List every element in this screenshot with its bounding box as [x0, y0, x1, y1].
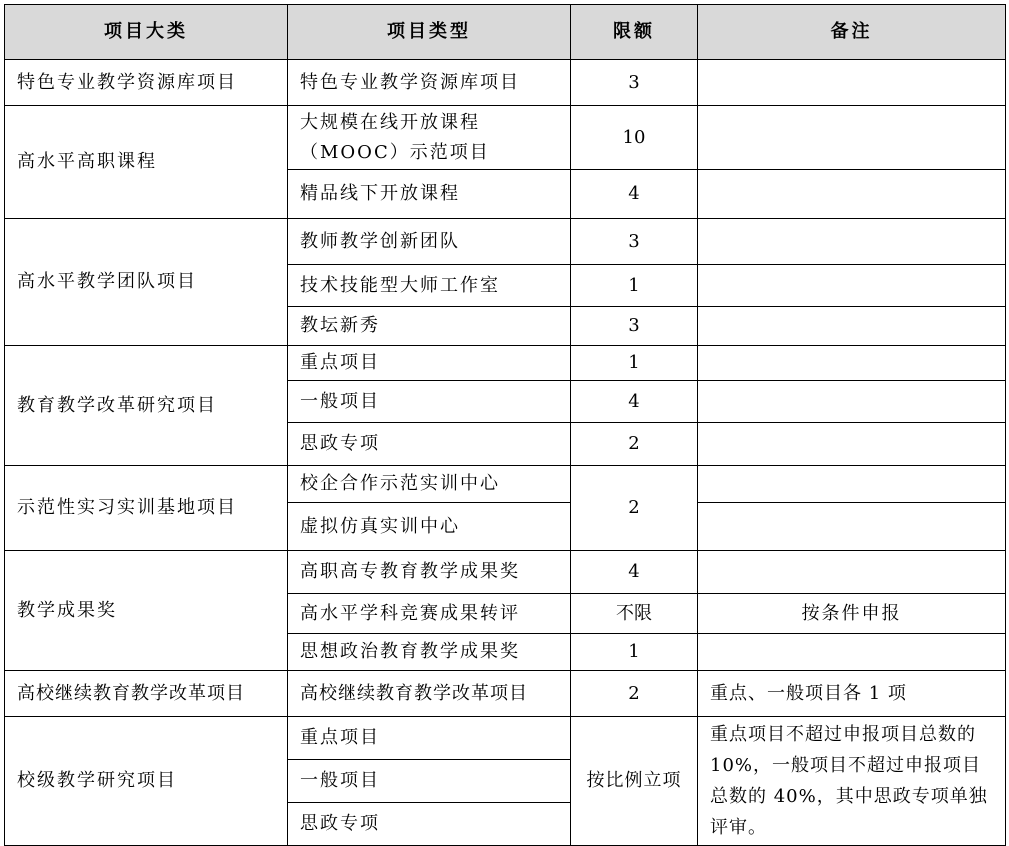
category-cell: 示范性实习实训基地项目: [5, 466, 288, 551]
note-cell: [698, 503, 1006, 551]
note-cell: 重点、一般项目各 1 项: [698, 671, 1006, 717]
limit-cell: 1: [571, 265, 698, 307]
type-cell: 校企合作示范实训中心: [288, 466, 571, 503]
table-row: [5, 60, 1006, 106]
category-cell: 高水平教学团队项目: [5, 219, 288, 346]
type-cell: 一般项目: [288, 760, 571, 803]
limit-cell: 2: [571, 423, 698, 466]
table-row: [5, 219, 1006, 265]
note-cell: [698, 106, 1006, 170]
type-cell: 特色专业教学资源库项目: [288, 60, 571, 106]
note-cell: 重点项目不超过申报项目总数的 10%，一般项目不超过申报项目总数的 40%，其中思政专项单独评审。: [698, 717, 1006, 846]
type-cell: 技术技能型大师工作室: [288, 265, 571, 307]
type-cell: 重点项目: [288, 346, 571, 381]
note-cell: [698, 551, 1006, 594]
type-cell: 思想政治教育教学成果奖: [288, 634, 571, 671]
limit-cell: 4: [571, 170, 698, 219]
table-row: [5, 106, 1006, 170]
note-cell: [698, 634, 1006, 671]
limit-cell: 按比例立项: [571, 717, 698, 846]
type-cell: 高水平学科竞赛成果转评: [288, 594, 571, 634]
type-cell: 大规模在线开放课程（MOOC）示范项目: [288, 106, 571, 170]
category-cell: 校级教学研究项目: [5, 717, 288, 846]
table-row: [5, 346, 1006, 381]
limit-cell: 2: [571, 671, 698, 717]
note-cell: [698, 265, 1006, 307]
limit-cell: 不限: [571, 594, 698, 634]
header-note: 备注: [698, 5, 1006, 60]
note-cell: [698, 307, 1006, 346]
note-cell: [698, 346, 1006, 381]
note-cell: [698, 219, 1006, 265]
category-cell: 高校继续教育教学改革项目: [5, 671, 288, 717]
note-cell: [698, 170, 1006, 219]
type-cell: 教师教学创新团队: [288, 219, 571, 265]
category-cell: 教学成果奖: [5, 551, 288, 671]
note-cell: [698, 60, 1006, 106]
type-cell: 虚拟仿真实训中心: [288, 503, 571, 551]
header-type: 项目类型: [288, 5, 571, 60]
header-category: 项目大类: [5, 5, 288, 60]
limit-cell: 10: [571, 106, 698, 170]
type-cell: 教坛新秀: [288, 307, 571, 346]
note-cell: [698, 381, 1006, 423]
limit-cell: 3: [571, 60, 698, 106]
limit-cell: 4: [571, 551, 698, 594]
category-cell: 教育教学改革研究项目: [5, 346, 288, 466]
note-cell: 按条件申报: [698, 594, 1006, 634]
type-cell: 精品线下开放课程: [288, 170, 571, 219]
limit-cell: 4: [571, 381, 698, 423]
table-row: [5, 466, 1006, 503]
category-cell: 特色专业教学资源库项目: [5, 60, 288, 106]
type-cell: 思政专项: [288, 803, 571, 846]
type-cell: 重点项目: [288, 717, 571, 760]
type-cell: 高职高专教育教学成果奖: [288, 551, 571, 594]
table-row: [5, 671, 1006, 717]
header-limit: 限额: [571, 5, 698, 60]
table-header-row: [5, 5, 1006, 60]
table-row: [5, 551, 1006, 594]
note-cell: [698, 423, 1006, 466]
note-cell: [698, 466, 1006, 503]
limit-cell: 2: [571, 466, 698, 551]
limit-cell: 1: [571, 634, 698, 671]
limit-cell: 3: [571, 307, 698, 346]
type-cell: 一般项目: [288, 381, 571, 423]
limit-cell: 1: [571, 346, 698, 381]
table-row: [5, 717, 1006, 760]
project-quota-table: [4, 4, 1006, 846]
type-cell: 高校继续教育教学改革项目: [288, 671, 571, 717]
type-cell: 思政专项: [288, 423, 571, 466]
category-cell: 高水平高职课程: [5, 106, 288, 219]
limit-cell: 3: [571, 219, 698, 265]
